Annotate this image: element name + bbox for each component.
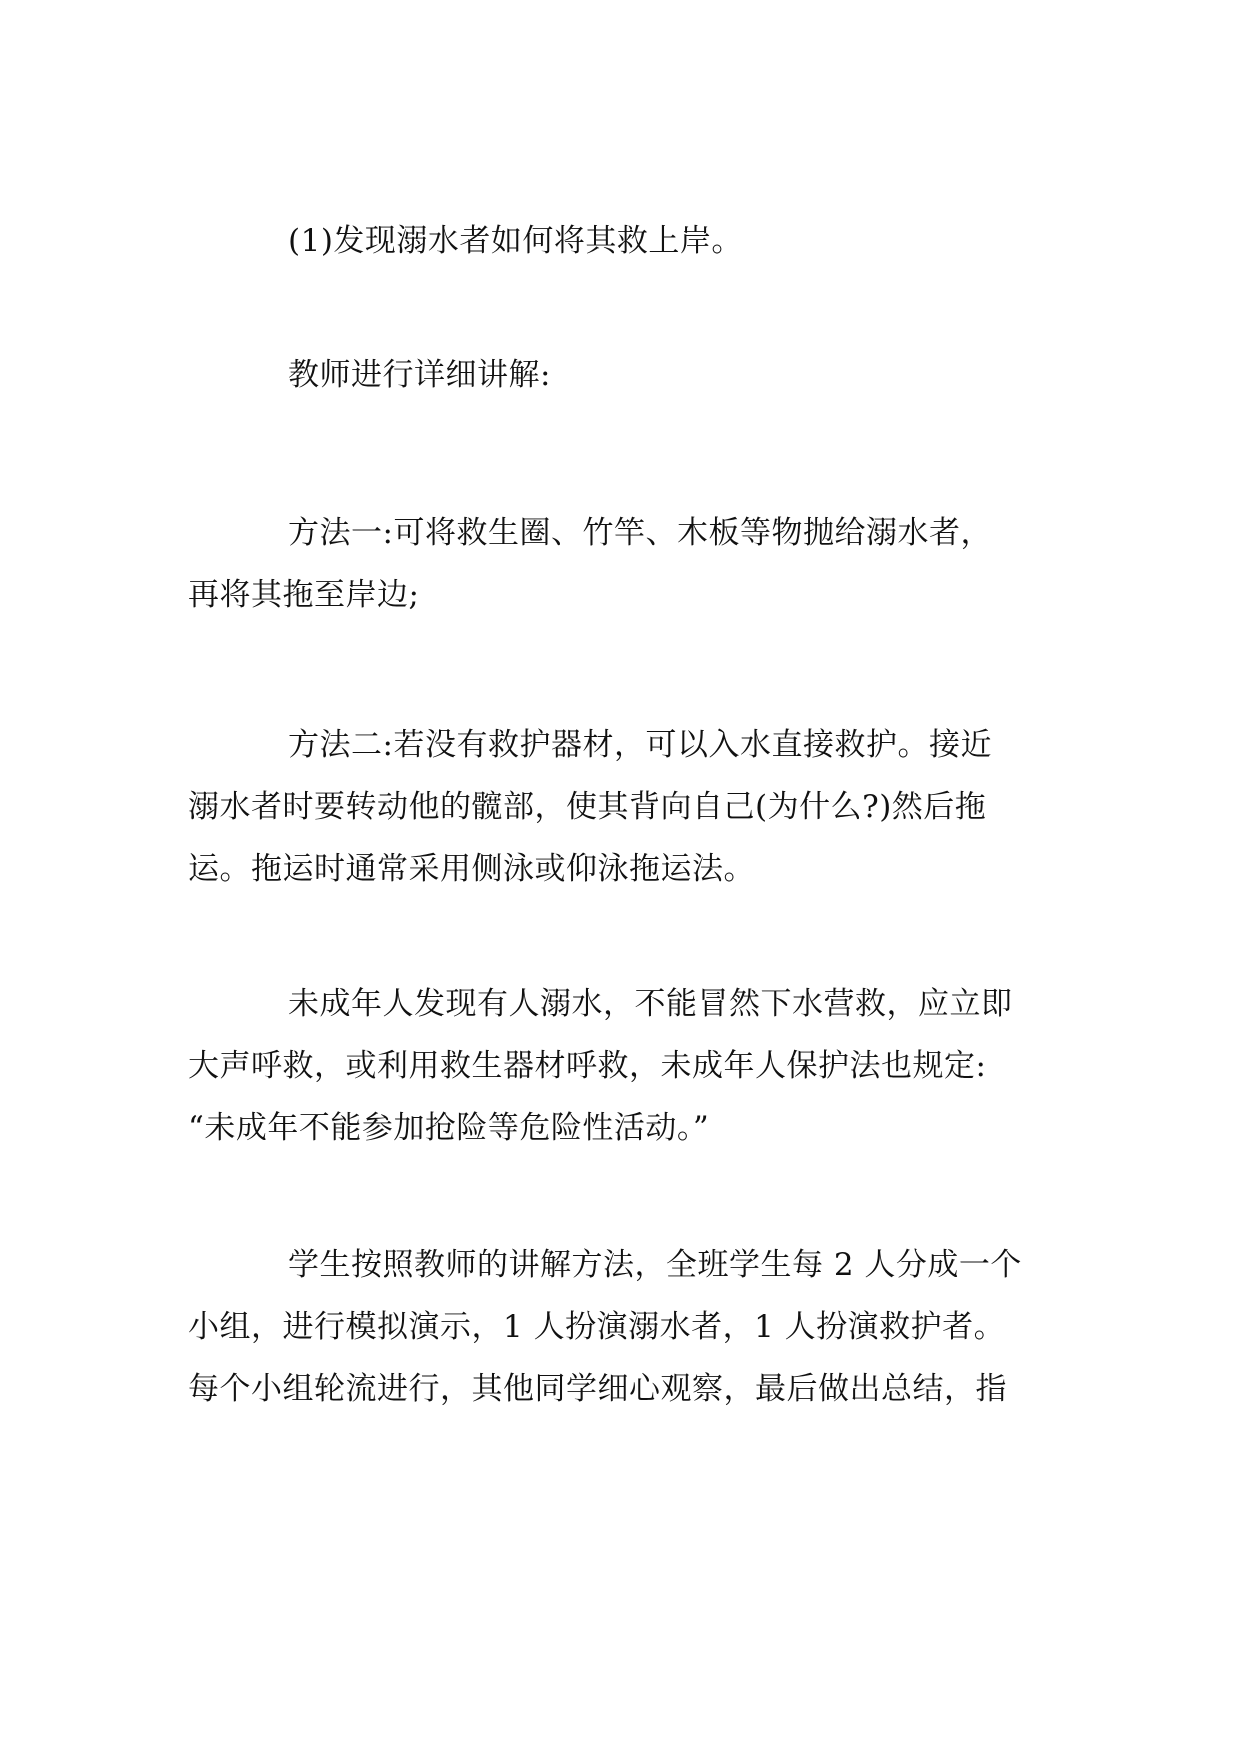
paragraph-teacher-explains — [188, 344, 1058, 406]
text-line: 教师进行详细讲解: — [288, 357, 551, 393]
paragraph-rescue-question — [188, 210, 1058, 272]
text-line: 方法一:可将救生圈、竹竿、木板等物抛给溺水者， — [288, 515, 992, 551]
paragraph-student-practice — [188, 1234, 1058, 1420]
text-line: 学生按照教师的讲解方法，全班学生每 2 人分成一个 — [288, 1247, 1022, 1283]
text-line: (1)发现溺水者如何将其救上岸。 — [288, 223, 743, 259]
paragraph-method-two — [188, 714, 1058, 900]
paragraph-method-one — [188, 502, 1058, 626]
text-line: 再将其拖至岸边; — [188, 577, 420, 613]
text-line: 未成年人发现有人溺水，不能冒然下水营救，应立即 — [288, 986, 1013, 1022]
text-line: 小组，进行模拟演示，1 人扮演溺水者，1 人扮演救护者。 — [188, 1309, 1006, 1345]
text-line: “未成年不能参加抢险等危险性活动。” — [188, 1110, 710, 1146]
text-line: 运。拖运时通常采用侧泳或仰泳拖运法。 — [188, 851, 755, 887]
text-line: 每个小组轮流进行，其他同学细心观察，最后做出总结，指 — [188, 1371, 1007, 1407]
text-line: 大声呼救，或利用救生器材呼救，未成年人保护法也规定: — [188, 1048, 987, 1084]
text-line: 方法二:若没有救护器材，可以入水直接救护。接近 — [288, 727, 992, 763]
text-line: 溺水者时要转动他的髋部，使其背向自己(为什么?)然后拖 — [188, 789, 987, 825]
paragraph-minor-warning — [188, 973, 1058, 1159]
